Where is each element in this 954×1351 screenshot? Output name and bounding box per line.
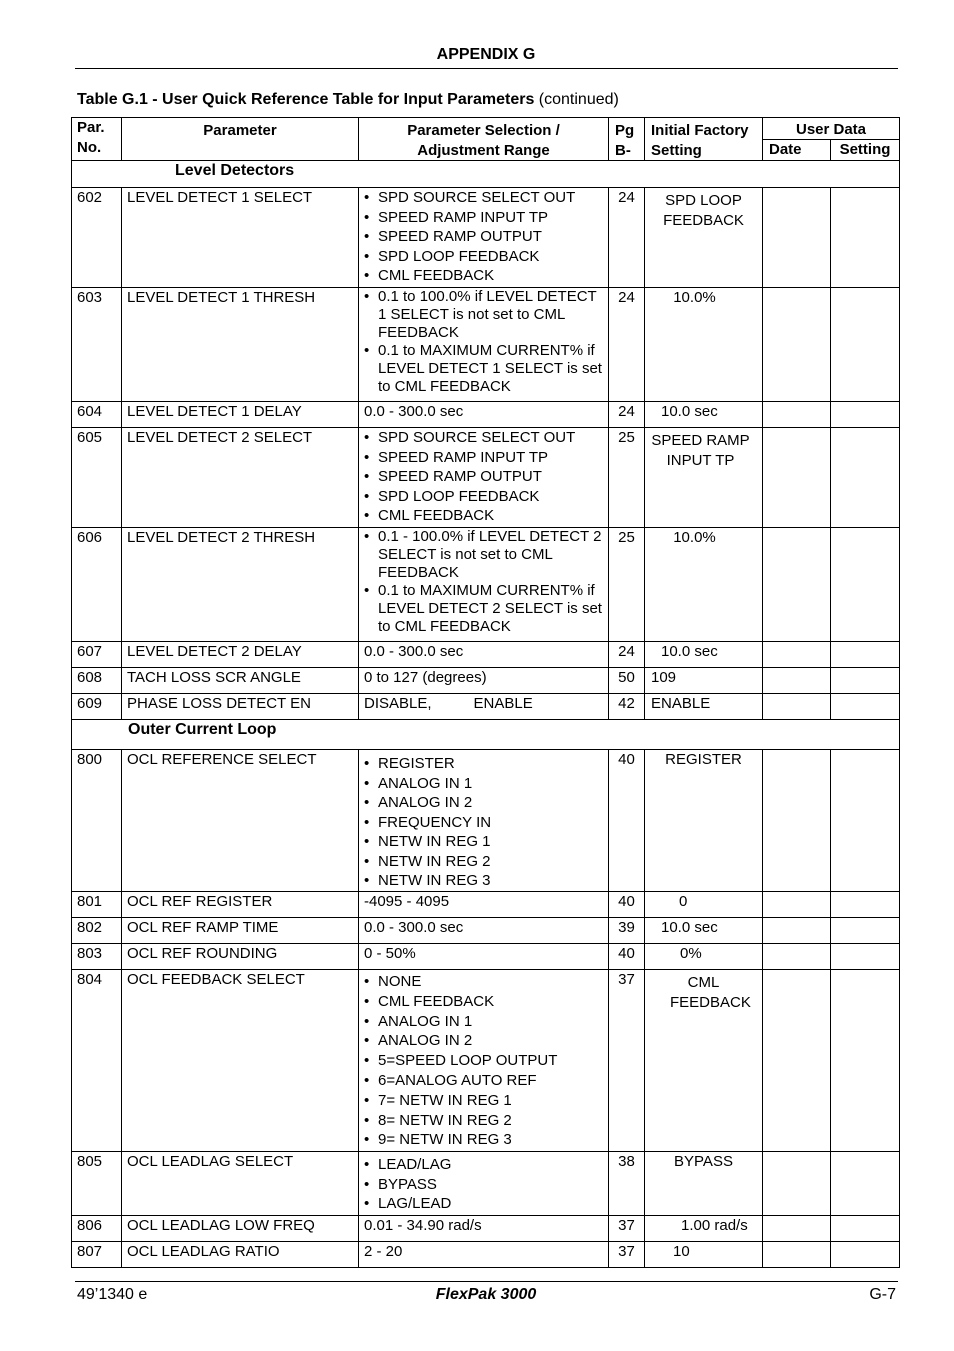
document-number: 49’1340 e <box>77 1286 148 1303</box>
factory-setting: 10.0% <box>645 288 763 402</box>
param-page: 37 <box>609 1216 645 1242</box>
param-number: 803 <box>72 944 122 970</box>
param-page: 24 <box>609 642 645 668</box>
footer-rule <box>75 1281 898 1282</box>
param-page: 24 <box>609 402 645 428</box>
user-setting-cell[interactable] <box>831 1152 900 1216</box>
param-options <box>359 750 609 892</box>
table-row <box>72 288 900 402</box>
option-item: • 5=SPEED LOOP OUTPUT <box>364 1051 608 1071</box>
param-range: 0.01 - 34.90 rad/s <box>359 1216 609 1242</box>
section-row <box>72 161 900 188</box>
option-item: • LEAD/LAG <box>364 1155 608 1175</box>
param-name: PHASE LOSS DETECT EN <box>122 694 359 720</box>
user-date-cell[interactable] <box>763 892 831 918</box>
table-title-bold: Table G.1 - User Quick Reference Table for Input Parameters <box>77 91 535 108</box>
factory-setting: 10.0 sec <box>645 918 763 944</box>
user-date-cell[interactable] <box>763 1242 831 1268</box>
col-user-data: User Data <box>763 118 900 140</box>
user-setting-cell[interactable] <box>831 288 900 402</box>
param-page: 37 <box>609 970 645 1152</box>
user-date-cell[interactable] <box>763 1152 831 1216</box>
table-row <box>72 1242 900 1268</box>
param-name: LEVEL DETECT 2 SELECT <box>122 428 359 528</box>
user-date-cell[interactable] <box>763 918 831 944</box>
section-level-detectors: Level Detectors <box>72 161 900 188</box>
user-date-cell[interactable] <box>763 668 831 694</box>
param-range <box>359 694 609 720</box>
option-item: • 6=ANALOG AUTO REF <box>364 1071 608 1091</box>
option-item: • 9= NETW IN REG 3 <box>364 1130 608 1150</box>
header-rule <box>75 68 898 69</box>
user-date-cell[interactable] <box>763 944 831 970</box>
param-number: 606 <box>72 528 122 642</box>
product-name: FlexPak 3000 <box>435 1286 537 1303</box>
table-row <box>72 1152 900 1216</box>
user-date-cell[interactable] <box>763 750 831 892</box>
option-item: • CML FEEDBACK <box>364 266 608 286</box>
table-title-continued: (continued) <box>538 91 619 108</box>
col-selection: Parameter Selection / Adjustment Range <box>359 118 609 161</box>
param-options <box>359 288 609 402</box>
user-setting-cell[interactable] <box>831 1242 900 1268</box>
param-options <box>359 970 609 1152</box>
option-item: • 7= NETW IN REG 1 <box>364 1091 608 1111</box>
param-range: 0.0 - 300.0 sec <box>359 402 609 428</box>
section-outer-current-loop: Outer Current Loop <box>72 720 900 750</box>
user-date-cell[interactable] <box>763 970 831 1152</box>
param-page: 24 <box>609 188 645 288</box>
range-option: DISABLE, <box>364 695 432 712</box>
param-name: LEVEL DETECT 2 THRESH <box>122 528 359 642</box>
option-item: • ANALOG IN 2 <box>364 793 608 813</box>
option-item: • SPEED RAMP OUTPUT <box>364 467 608 487</box>
option-item: • NETW IN REG 2 <box>364 852 608 872</box>
user-setting-cell[interactable] <box>831 642 900 668</box>
option-item: • SPEED RAMP INPUT TP <box>364 448 608 468</box>
user-setting-cell[interactable] <box>831 970 900 1152</box>
param-number: 607 <box>72 642 122 668</box>
param-number: 805 <box>72 1152 122 1216</box>
option-item: • 8= NETW IN REG 2 <box>364 1111 608 1131</box>
user-setting-cell[interactable] <box>831 402 900 428</box>
param-page: 40 <box>609 892 645 918</box>
table-row <box>72 750 900 892</box>
user-date-cell[interactable] <box>763 428 831 528</box>
table-row <box>72 970 900 1152</box>
option-item: • SPD LOOP FEEDBACK <box>364 247 608 267</box>
option-item: • NETW IN REG 1 <box>364 832 608 852</box>
page-header: APPENDIX G <box>436 46 536 63</box>
param-number: 603 <box>72 288 122 402</box>
param-number: 802 <box>72 918 122 944</box>
option-item: • CML FEEDBACK <box>364 992 608 1012</box>
param-range: 2 - 20 <box>359 1242 609 1268</box>
option-item: • SPEED RAMP INPUT TP <box>364 208 608 228</box>
param-number: 800 <box>72 750 122 892</box>
param-options <box>359 528 609 642</box>
param-number: 605 <box>72 428 122 528</box>
user-date-cell[interactable] <box>763 402 831 428</box>
param-name: LEVEL DETECT 1 DELAY <box>122 402 359 428</box>
param-number: 807 <box>72 1242 122 1268</box>
param-page: 40 <box>609 944 645 970</box>
param-page: 24 <box>609 288 645 402</box>
page-number: G-7 <box>869 1286 896 1303</box>
option-item: • 0.1 to MAXIMUM CURRENT% if LEVEL DETECT 1 SELECT is set to CML FEEDBACK <box>364 342 608 396</box>
option-item: • SPD LOOP FEEDBACK <box>364 487 608 507</box>
option-item: • ANALOG IN 2 <box>364 1031 608 1051</box>
table-title <box>77 91 619 109</box>
param-range: 0.0 - 300.0 sec <box>359 918 609 944</box>
option-item: • 0.1 - 100.0% if LEVEL DETECT 2 SELECT is not set to CML FEEDBACK <box>364 528 608 582</box>
factory-setting: SPEED RAMP INPUT TP <box>645 428 763 528</box>
param-page: 40 <box>609 750 645 892</box>
header-row <box>72 118 900 140</box>
table-row <box>72 642 900 668</box>
param-range: 0.0 - 300.0 sec <box>359 642 609 668</box>
table-row <box>72 528 900 642</box>
option-item: • 0.1 to MAXIMUM CURRENT% if LEVEL DETECT 2 SELECT is set to CML FEEDBACK <box>364 582 608 636</box>
section-row <box>72 720 900 750</box>
option-item: • ANALOG IN 1 <box>364 1012 608 1032</box>
option-item: • REGISTER <box>364 754 608 774</box>
table-row <box>72 918 900 944</box>
param-name: LEVEL DETECT 1 SELECT <box>122 188 359 288</box>
user-date-cell[interactable] <box>763 188 831 288</box>
table-row <box>72 944 900 970</box>
param-name: OCL REFERENCE SELECT <box>122 750 359 892</box>
user-setting-cell[interactable] <box>831 944 900 970</box>
col-factory: Initial Factory Setting <box>645 118 763 161</box>
user-setting-cell[interactable] <box>831 428 900 528</box>
option-item: • SPEED RAMP OUTPUT <box>364 227 608 247</box>
param-page: 42 <box>609 694 645 720</box>
param-name: LEVEL DETECT 2 DELAY <box>122 642 359 668</box>
table-row <box>72 402 900 428</box>
param-name: OCL REF ROUNDING <box>122 944 359 970</box>
option-item: • ANALOG IN 1 <box>364 774 608 794</box>
col-pg: Pg B- <box>609 118 645 161</box>
param-number: 608 <box>72 668 122 694</box>
table-row <box>72 428 900 528</box>
factory-setting: 0% <box>645 944 763 970</box>
option-item: • 0.1 to 100.0% if LEVEL DETECT 1 SELECT is not set to CML FEEDBACK <box>364 288 608 342</box>
col-parameter: Parameter <box>122 118 359 161</box>
user-setting-cell[interactable] <box>831 918 900 944</box>
param-options <box>359 428 609 528</box>
option-item: • FREQUENCY IN <box>364 813 608 833</box>
param-number: 604 <box>72 402 122 428</box>
factory-setting: 10 <box>645 1242 763 1268</box>
param-options <box>359 188 609 288</box>
option-item: • NONE <box>364 972 608 992</box>
param-options <box>359 1152 609 1216</box>
param-name: OCL REF REGISTER <box>122 892 359 918</box>
col-setting: Setting <box>831 140 900 161</box>
option-item: • CML FEEDBACK <box>364 506 608 526</box>
factory-setting: 10.0% <box>645 528 763 642</box>
option-item: • BYPASS <box>364 1175 608 1195</box>
user-setting-cell[interactable] <box>831 528 900 642</box>
param-range: 0 to 127 (degrees) <box>359 668 609 694</box>
table-row <box>72 668 900 694</box>
param-name: OCL REF RAMP TIME <box>122 918 359 944</box>
table-row <box>72 188 900 288</box>
factory-setting: SPD LOOP FEEDBACK <box>645 188 763 288</box>
option-item: • SPD SOURCE SELECT OUT <box>364 188 608 208</box>
param-name: LEVEL DETECT 1 THRESH <box>122 288 359 402</box>
param-number: 806 <box>72 1216 122 1242</box>
user-date-cell[interactable] <box>763 528 831 642</box>
user-date-cell[interactable] <box>763 642 831 668</box>
factory-setting: 10.0 sec <box>645 402 763 428</box>
param-name: OCL LEADLAG LOW FREQ <box>122 1216 359 1242</box>
user-date-cell[interactable] <box>763 694 831 720</box>
option-item: • SPD SOURCE SELECT OUT <box>364 428 608 448</box>
factory-setting: CML FEEDBACK <box>645 970 763 1152</box>
factory-setting: ENABLE <box>645 694 763 720</box>
param-number: 804 <box>72 970 122 1152</box>
table-row <box>72 694 900 720</box>
factory-setting: REGISTER <box>645 750 763 892</box>
range-option: ENABLE <box>473 695 533 712</box>
user-setting-cell[interactable] <box>831 892 900 918</box>
user-setting-cell[interactable] <box>831 1216 900 1242</box>
param-page: 38 <box>609 1152 645 1216</box>
param-page: 25 <box>609 428 645 528</box>
user-date-cell[interactable] <box>763 288 831 402</box>
param-range: -4095 - 4095 <box>359 892 609 918</box>
param-page: 37 <box>609 1242 645 1268</box>
param-range: 0 - 50% <box>359 944 609 970</box>
user-setting-cell[interactable] <box>831 750 900 892</box>
param-page: 50 <box>609 668 645 694</box>
factory-setting: 109 <box>645 668 763 694</box>
param-number: 801 <box>72 892 122 918</box>
table-row <box>72 1216 900 1242</box>
param-name: OCL LEADLAG SELECT <box>122 1152 359 1216</box>
factory-setting: 10.0 sec <box>645 642 763 668</box>
table-row <box>72 892 900 918</box>
param-number: 609 <box>72 694 122 720</box>
param-name: OCL LEADLAG RATIO <box>122 1242 359 1268</box>
option-item: • LAG/LEAD <box>364 1194 608 1214</box>
user-setting-cell[interactable] <box>831 668 900 694</box>
factory-setting: BYPASS <box>645 1152 763 1216</box>
user-setting-cell[interactable] <box>831 188 900 288</box>
option-item: • NETW IN REG 3 <box>364 871 608 891</box>
col-date: Date <box>763 140 831 161</box>
user-date-cell[interactable] <box>763 1216 831 1242</box>
param-name: OCL FEEDBACK SELECT <box>122 970 359 1152</box>
factory-setting: 1.00 rad/s <box>645 1216 763 1242</box>
reference-table <box>71 117 900 1268</box>
param-number: 602 <box>72 188 122 288</box>
factory-setting: 0 <box>645 892 763 918</box>
col-par-no: Par. No. <box>72 118 122 161</box>
param-page: 25 <box>609 528 645 642</box>
param-page: 39 <box>609 918 645 944</box>
param-name: TACH LOSS SCR ANGLE <box>122 668 359 694</box>
user-setting-cell[interactable] <box>831 694 900 720</box>
